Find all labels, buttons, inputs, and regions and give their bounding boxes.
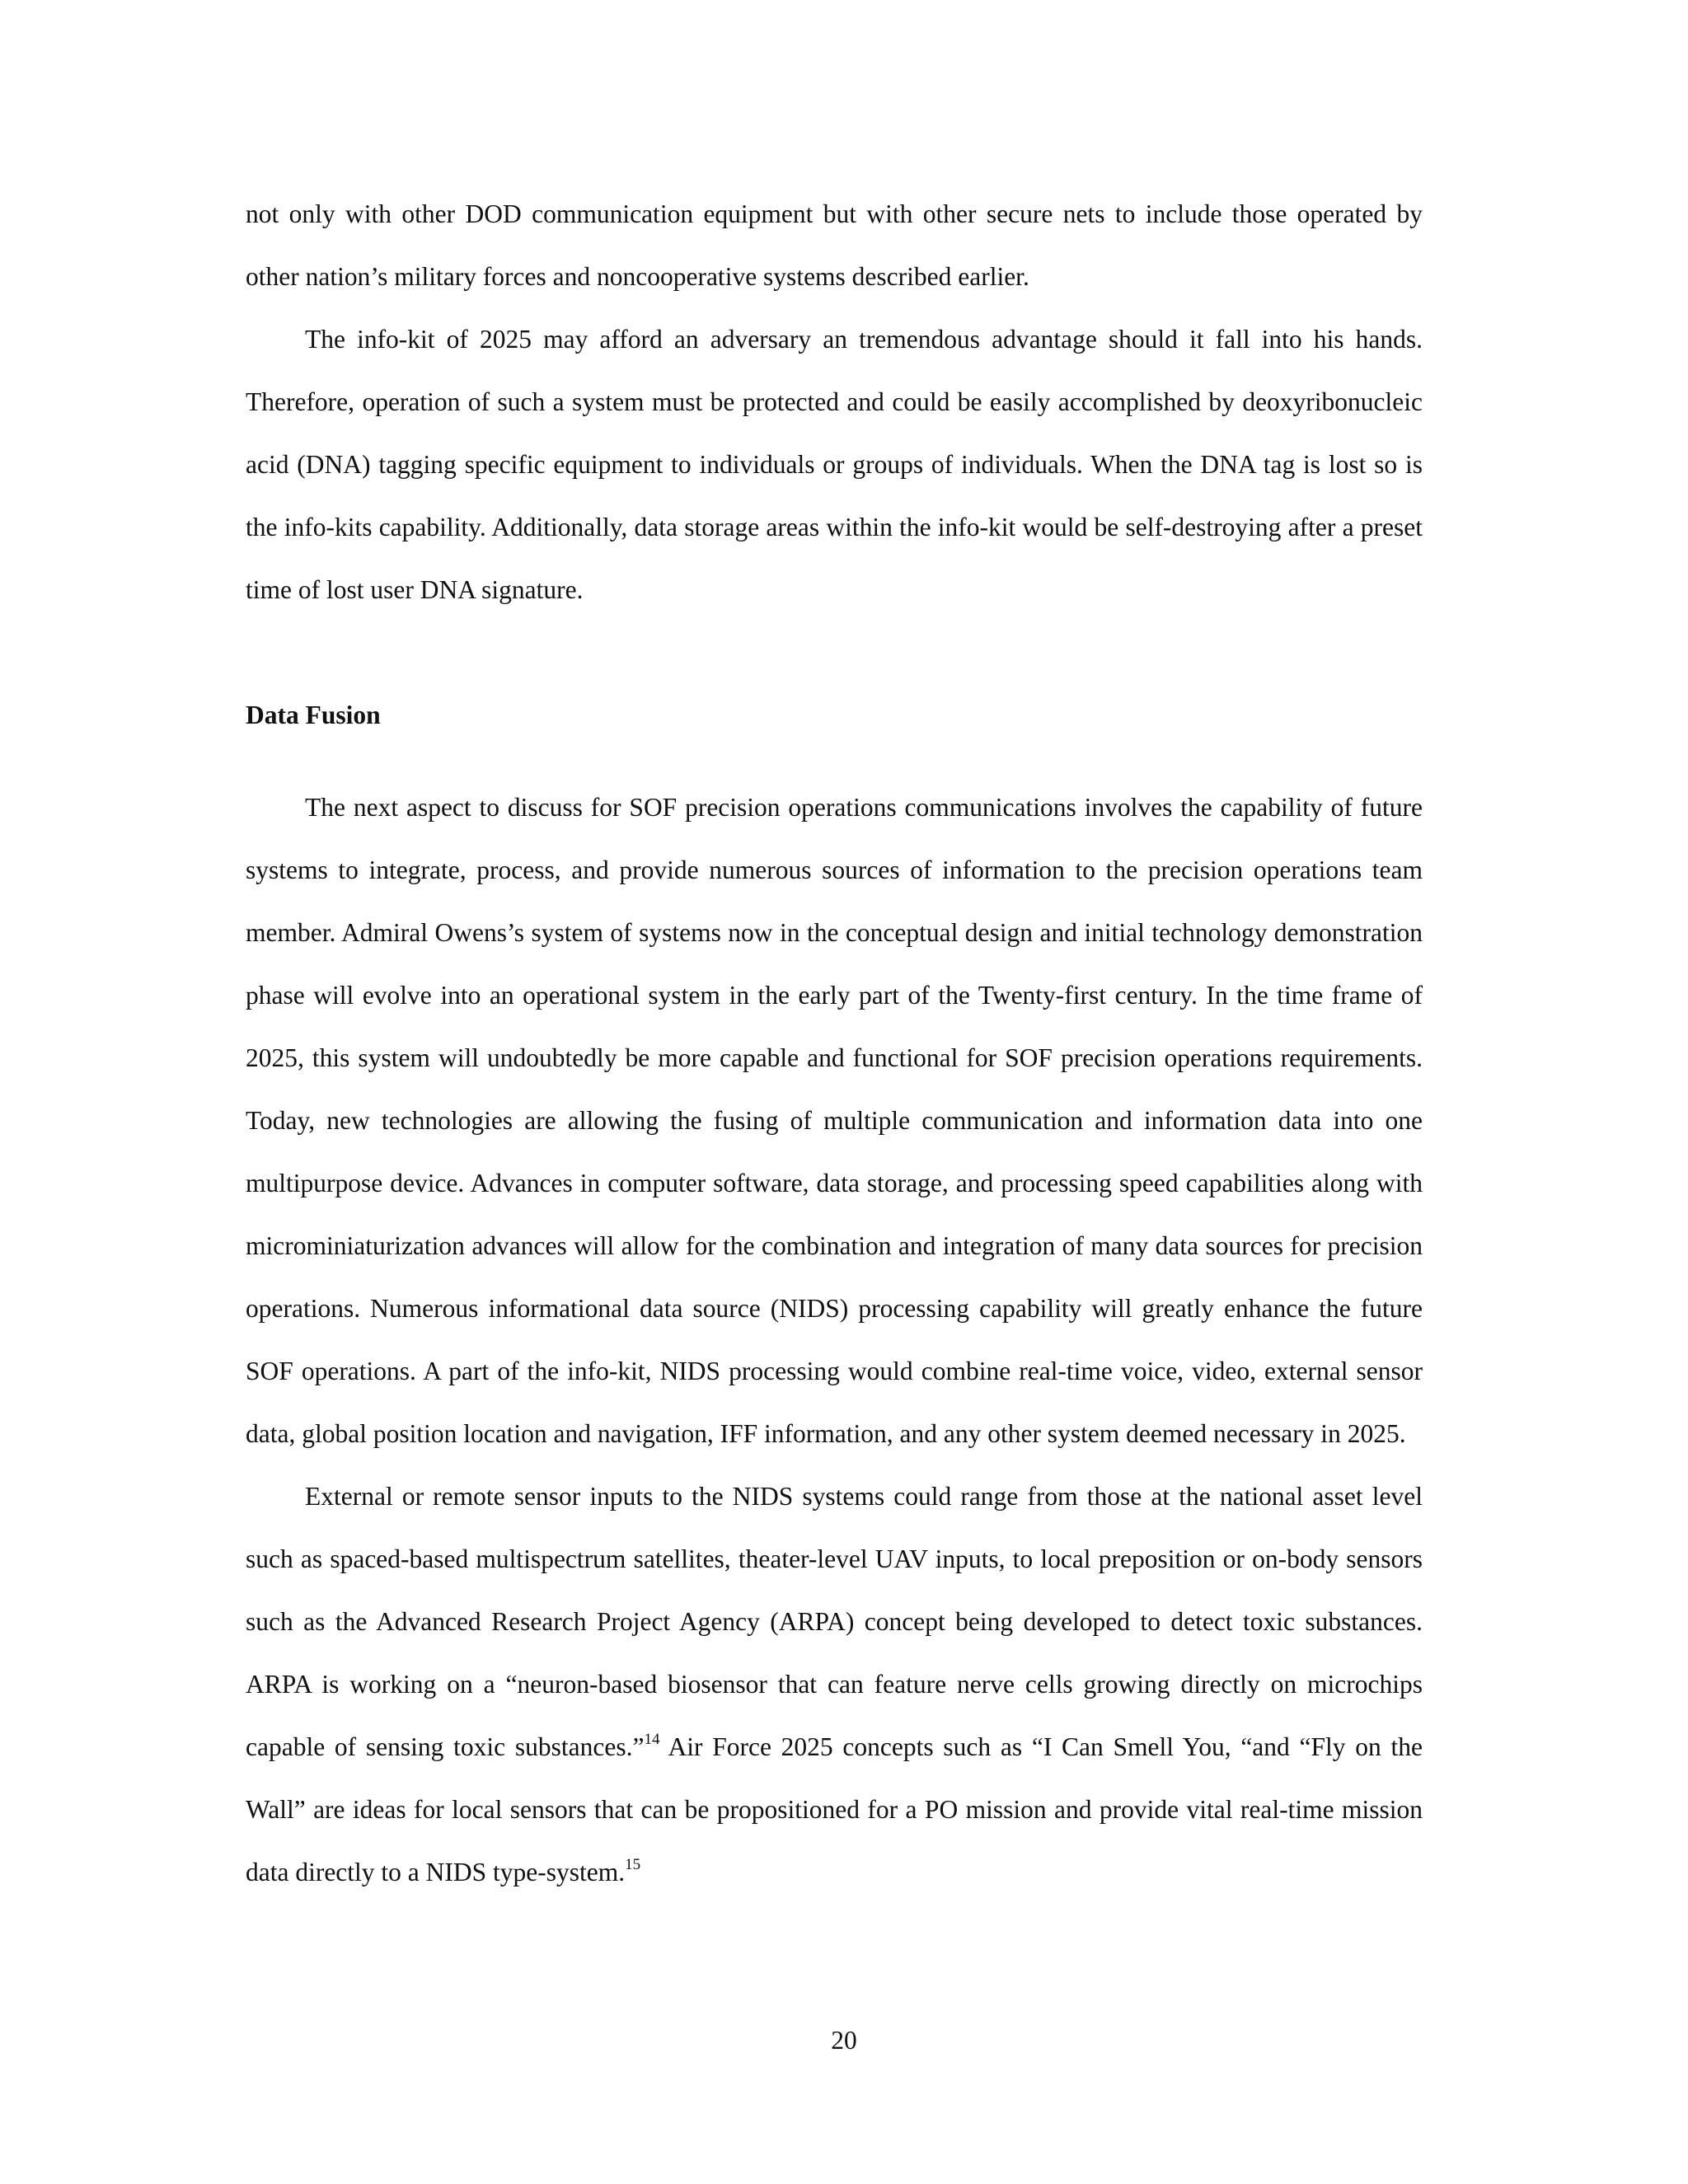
paragraph-sensors (246, 1465, 1423, 1904)
paragraph-continuation: not only with other DOD communication equipment but with other secure nets to include those operated by other nation’s military forces and noncooperative systems described earlier. (246, 199, 1423, 291)
footnote-ref-15: 15 (625, 1855, 641, 1873)
text-block-main (246, 776, 1423, 1904)
text-block-top (246, 183, 1423, 621)
page-number: 20 (831, 2026, 857, 2055)
paragraph-sensors-text-1: External or remote sensor inputs to the NIDS systems could range from those at the national asset level such as spaced-based multispectrum satellites, theater-level UAV inputs, to local preposition or on-body sensors such as the Advanced Research Project Agency (ARPA) concept being developed to detect toxic substances. ARPA is working on a “neuron-based biosensor that can feature nerve cells growing directly on microchips capable of sensing toxic substances.” (246, 1482, 1423, 1761)
footnote-ref-14: 14 (644, 1730, 660, 1748)
paragraph-sensors-text-2: Air Force 2025 concepts such as “I Can Smell You, “and “Fly on the Wall” are ideas for local sensors that can be propositioned for a PO mission and provide vital real-time mission data directly to a NIDS type-system. (246, 1732, 1423, 1886)
section-heading: Data Fusion (246, 701, 381, 729)
paragraph-data-fusion: The next aspect to discuss for SOF precision operations communications involves the capability of future systems to integrate, process, and provide numerous sources of information to the precision operations team member. Admiral Owens’s system of systems now in the conceptual design and initial technology demonstration phase will evolve into an operational system in the early part of the Twenty-first century. In the time frame of 2025, this system will undoubtedly be more capable and functional for SOF precision operations requirements. Today, new technologies are allowing the fusing of multiple communication and information data into one multipurpose device. Advances in computer software, data storage, and processing speed capabilities along with microminiaturization advances will allow for the combination and integration of many data sources for precision operations. Numerous informational data source (NIDS) processing capability will greatly enhance the future SOF operations. A part of the info-kit, NIDS processing would combine real-time voice, video, external sensor data, global position location and navigation, IFF information, and any other system deemed necessary in 2025. (246, 793, 1423, 1448)
paragraph-infokit: The info-kit of 2025 may afford an adversary an tremendous advantage should it fall into his hands. Therefore, operation of such a system must be protected and could be easily accomplished by deoxyribonucleic acid (DNA) tagging specific equipment to individuals or groups of individuals. When the DNA tag is lost so is the info-kits capability. Additionally, data storage areas within the info-kit would be self-destroying after a preset time of lost user DNA signature. (246, 325, 1423, 604)
